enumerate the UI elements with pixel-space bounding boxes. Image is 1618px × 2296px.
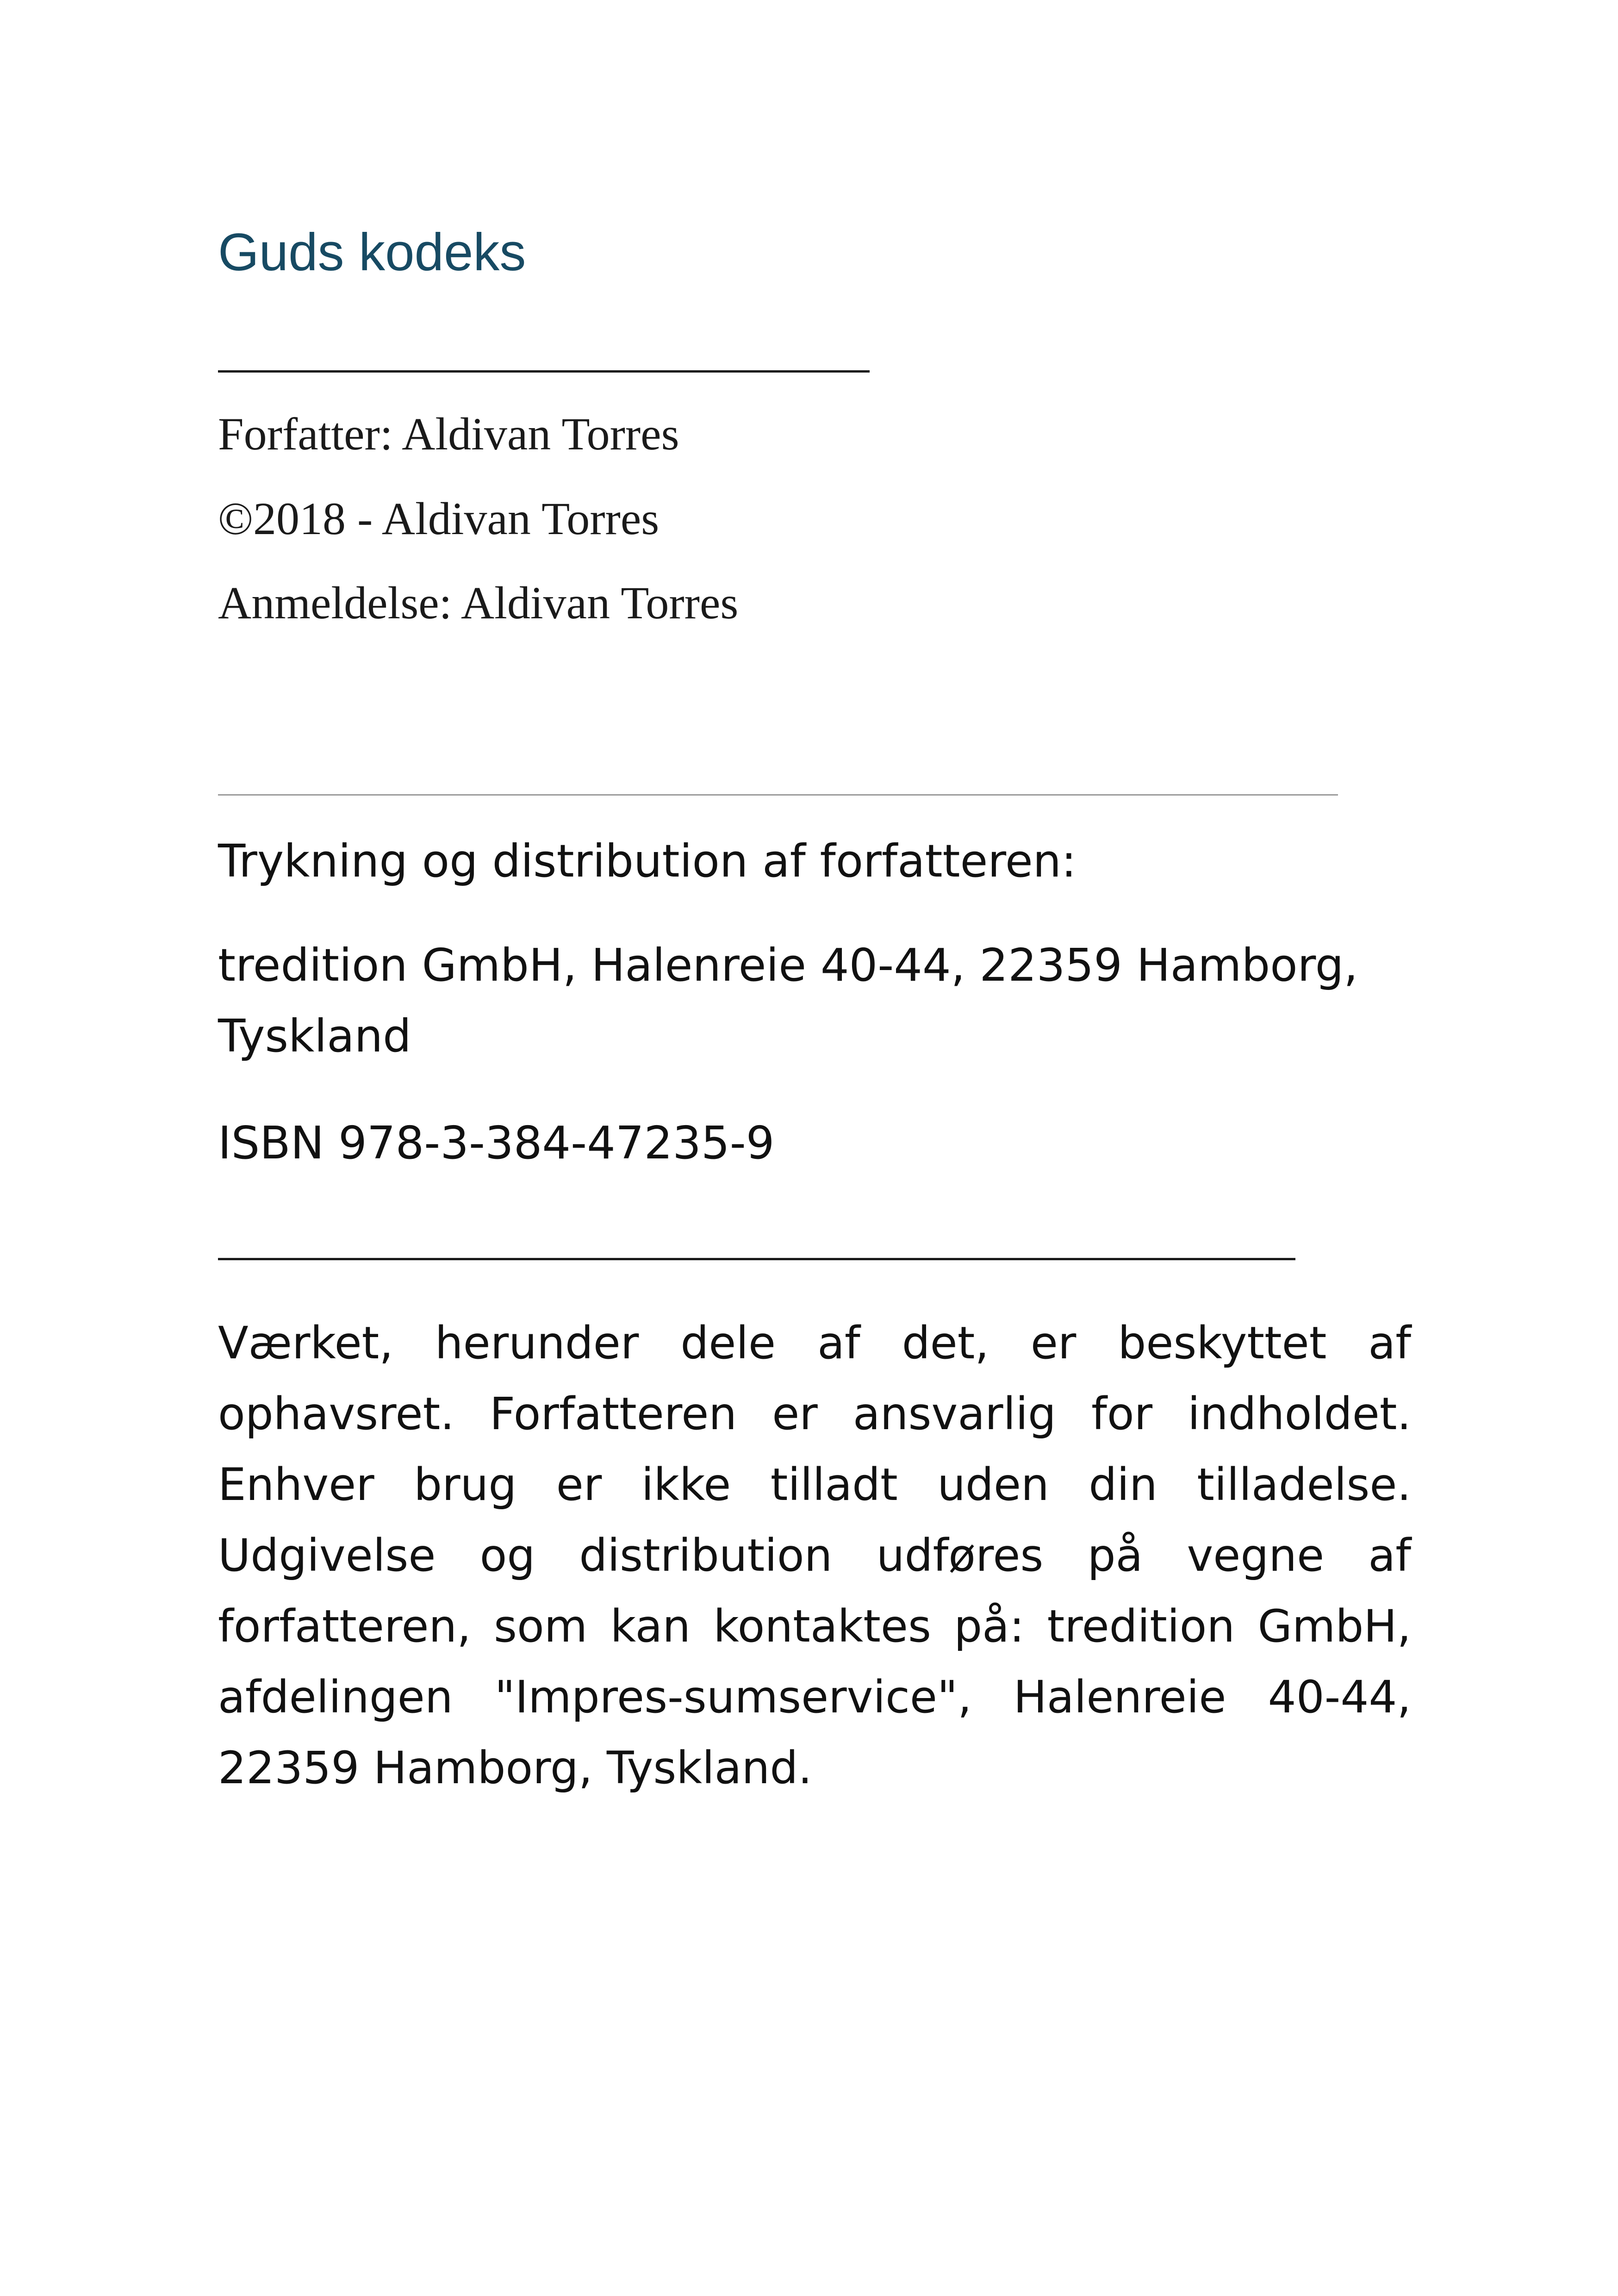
isbn: ISBN 978-3-384-47235-9 (218, 1117, 775, 1169)
legal-divider (218, 1258, 1295, 1260)
author-line: Forfatter: Aldivan Torres (218, 408, 679, 460)
printing-heading: Trykning og distribution af forfatteren: (218, 835, 1077, 887)
book-title: Guds kodeks (218, 223, 526, 282)
legal-notice: Værket, herunder dele af det, er beskyttet af ophavsret. Forfatteren er ansvarlig for indholdet. Enhver brug er ikke tilladt uden din tilladelse. Udgivelse og distribution udføres på vegne af forfatteren, som kan kontaktes på: tredition GmbH, afdelingen "Impres-sumservice", Halenreie 40-44, 22359 Hamborg, Tyskland. (218, 1317, 1411, 1794)
copyright-line: ©2018 - Aldivan Torres (218, 493, 660, 544)
review-line: Anmeldelse: Aldivan Torres (218, 577, 739, 628)
title-divider (218, 370, 870, 373)
section-divider (218, 794, 1338, 796)
publisher-address: tredition GmbH, Halenreie 40-44, 22359 Hamborg, Tyskland (218, 939, 1358, 1062)
